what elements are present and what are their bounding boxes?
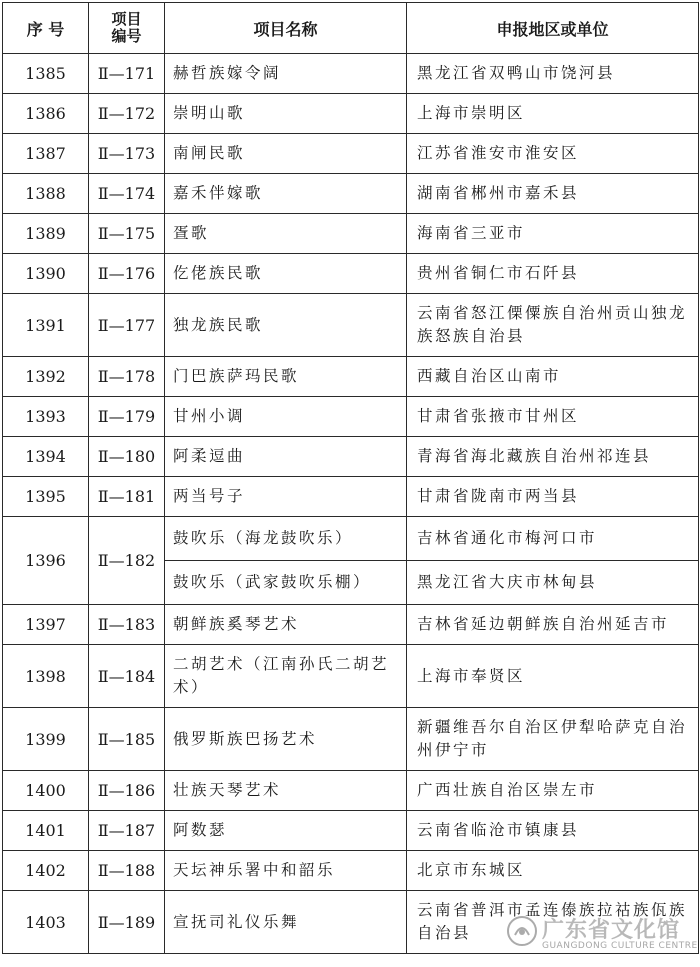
- region-cell: 云南省普洱市孟连傣族拉祜族佤族自治县: [407, 891, 699, 954]
- project-name-cell: 鼓吹乐（武家鼓吹乐棚）: [165, 561, 407, 605]
- project-name-cell: 二胡艺术（江南孙氏二胡艺术）: [165, 645, 407, 708]
- header-project-code: [89, 3, 165, 54]
- project-name-cell: 天坛神乐署中和韶乐: [165, 851, 407, 891]
- region-cell: 吉林省延边朝鲜族自治州延吉市: [407, 605, 699, 645]
- table-row: [3, 851, 699, 891]
- region-cell: 青海省海北藏族自治州祁连县: [407, 437, 699, 477]
- project-name-cell: 崇明山歌: [165, 94, 407, 134]
- region-cell: 黑龙江省大庆市林甸县: [407, 561, 699, 605]
- serial-number-cell: 1401: [3, 811, 89, 851]
- region-cell: 甘肃省张掖市甘州区: [407, 397, 699, 437]
- table-row: [3, 811, 699, 851]
- serial-number-cell: 1385: [3, 54, 89, 94]
- region-cell: 云南省怒江傈僳族自治州贡山独龙族怒族自治县: [407, 294, 699, 357]
- serial-number-cell: 1399: [3, 708, 89, 771]
- table-row: [3, 54, 699, 94]
- serial-number-cell: 1394: [3, 437, 89, 477]
- table-header-row: [3, 3, 699, 54]
- project-code-cell: Ⅱ—179: [89, 397, 165, 437]
- project-code-cell: Ⅱ—182: [89, 517, 165, 605]
- region-cell: 西藏自治区山南市: [407, 357, 699, 397]
- region-cell: 上海市崇明区: [407, 94, 699, 134]
- project-code-cell: Ⅱ—186: [89, 771, 165, 811]
- table-row: [3, 254, 699, 294]
- project-name-cell: 阿柔逗曲: [165, 437, 407, 477]
- project-code-cell: Ⅱ—185: [89, 708, 165, 771]
- project-code-cell: Ⅱ—184: [89, 645, 165, 708]
- header-region: 申报地区或单位: [407, 3, 699, 54]
- project-name-cell: 赫哲族嫁令阔: [165, 54, 407, 94]
- serial-number-cell: 1396: [3, 517, 89, 605]
- header-code-line2: 编号: [111, 27, 142, 45]
- region-cell: 新疆维吾尔自治区伊犁哈萨克自治州伊宁市: [407, 708, 699, 771]
- project-code-cell: Ⅱ—174: [89, 174, 165, 214]
- serial-number-cell: 1402: [3, 851, 89, 891]
- table-row: [3, 214, 699, 254]
- watermark: [424, 911, 698, 961]
- project-code-cell: Ⅱ—181: [89, 477, 165, 517]
- serial-number-cell: 1391: [3, 294, 89, 357]
- region-cell: 云南省临沧市镇康县: [407, 811, 699, 851]
- table-row: [3, 437, 699, 477]
- project-name-cell: 甘州小调: [165, 397, 407, 437]
- project-name-cell: 鼓吹乐（海龙鼓吹乐）: [165, 517, 407, 561]
- region-cell: 湖南省郴州市嘉禾县: [407, 174, 699, 214]
- table-row: [3, 708, 699, 771]
- heritage-list-table: [2, 2, 699, 954]
- project-name-cell: 仡佬族民歌: [165, 254, 407, 294]
- watermark-subtext: GUANGDONG CULTURE CENTRE: [542, 941, 698, 951]
- serial-number-cell: 1389: [3, 214, 89, 254]
- project-code-cell: Ⅱ—180: [89, 437, 165, 477]
- table-row: [3, 134, 699, 174]
- project-name-cell: 门巴族萨玛民歌: [165, 357, 407, 397]
- seal-icon: [506, 915, 538, 947]
- table-row: [3, 771, 699, 811]
- project-name-cell: 俄罗斯族巴扬艺术: [165, 708, 407, 771]
- project-name-cell: 壮族天琴艺术: [165, 771, 407, 811]
- table-row: [3, 517, 699, 561]
- header-project-name: 项目名称: [165, 3, 407, 54]
- project-name-cell: 南闸民歌: [165, 134, 407, 174]
- table-row: [3, 605, 699, 645]
- region-cell: 甘肃省陇南市两当县: [407, 477, 699, 517]
- project-name-cell: 朝鲜族奚琴艺术: [165, 605, 407, 645]
- region-cell: 贵州省铜仁市石阡县: [407, 254, 699, 294]
- project-name-cell: 阿数瑟: [165, 811, 407, 851]
- region-cell: 江苏省淮安市淮安区: [407, 134, 699, 174]
- region-cell: 广西壮族自治区崇左市: [407, 771, 699, 811]
- project-name-cell: 独龙族民歌: [165, 294, 407, 357]
- region-cell: 上海市奉贤区: [407, 645, 699, 708]
- serial-number-cell: 1397: [3, 605, 89, 645]
- serial-number-cell: 1387: [3, 134, 89, 174]
- serial-number-cell: 1388: [3, 174, 89, 214]
- table-row: [3, 645, 699, 708]
- project-code-cell: Ⅱ—178: [89, 357, 165, 397]
- project-code-cell: Ⅱ—188: [89, 851, 165, 891]
- header-serial-number: 序 号: [3, 3, 89, 54]
- table-row: [3, 294, 699, 357]
- serial-number-cell: 1403: [3, 891, 89, 954]
- watermark-text: 广东省文化馆: [542, 918, 681, 943]
- serial-number-cell: 1392: [3, 357, 89, 397]
- project-name-cell: 两当号子: [165, 477, 407, 517]
- project-code-cell: Ⅱ—177: [89, 294, 165, 357]
- project-code-cell: Ⅱ—171: [89, 54, 165, 94]
- project-code-cell: Ⅱ—172: [89, 94, 165, 134]
- serial-number-cell: 1398: [3, 645, 89, 708]
- table-row: [3, 357, 699, 397]
- table-row: [3, 397, 699, 437]
- region-cell: 黑龙江省双鸭山市饶河县: [407, 54, 699, 94]
- table-row: [3, 94, 699, 134]
- serial-number-cell: 1386: [3, 94, 89, 134]
- table-row: [3, 477, 699, 517]
- serial-number-cell: 1390: [3, 254, 89, 294]
- serial-number-cell: 1393: [3, 397, 89, 437]
- project-name-cell: 嘉禾伴嫁歌: [165, 174, 407, 214]
- project-code-cell: Ⅱ—189: [89, 891, 165, 954]
- project-code-cell: Ⅱ—176: [89, 254, 165, 294]
- project-name-cell: 疍歌: [165, 214, 407, 254]
- project-code-cell: Ⅱ—183: [89, 605, 165, 645]
- table-row: [3, 174, 699, 214]
- project-code-cell: Ⅱ—187: [89, 811, 165, 851]
- project-code-cell: Ⅱ—175: [89, 214, 165, 254]
- header-code-line1: 项目: [111, 10, 142, 28]
- serial-number-cell: 1400: [3, 771, 89, 811]
- project-code-cell: Ⅱ—173: [89, 134, 165, 174]
- region-cell: 吉林省通化市梅河口市: [407, 517, 699, 561]
- serial-number-cell: 1395: [3, 477, 89, 517]
- region-cell: 海南省三亚市: [407, 214, 699, 254]
- project-name-cell: 宣抚司礼仪乐舞: [165, 891, 407, 954]
- region-cell: 北京市东城区: [407, 851, 699, 891]
